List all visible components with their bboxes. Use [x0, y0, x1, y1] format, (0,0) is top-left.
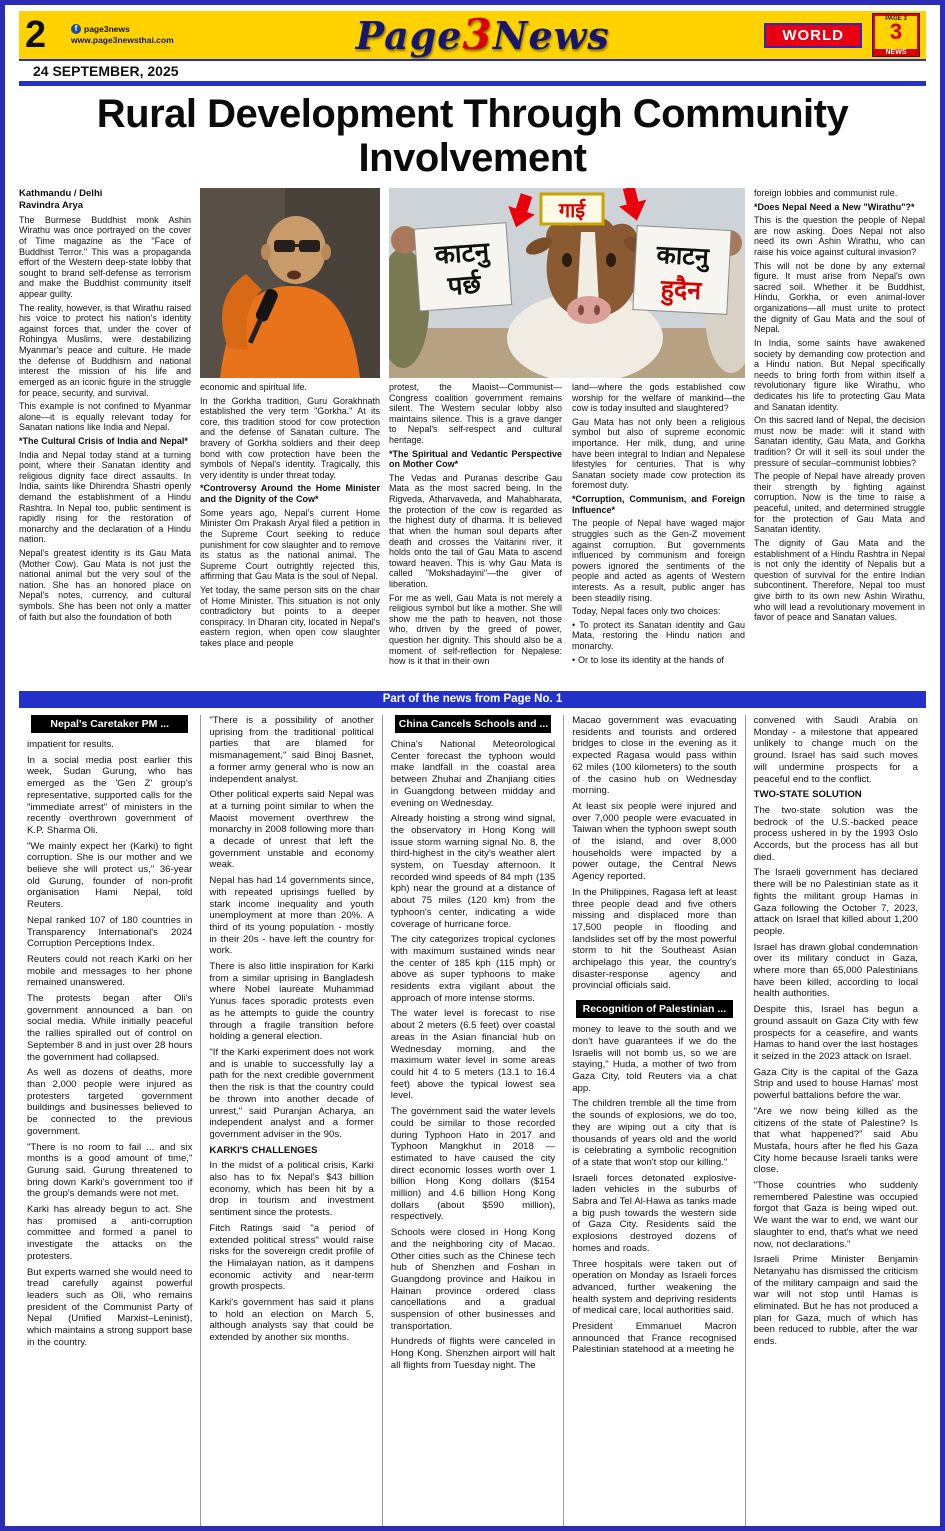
main-columns-3-4 — [389, 188, 745, 688]
paragraph: There is also little inspiration for Karki from a similar uprising in Bangladesh where Nobel laureate Muhammad Yunus faces sporadic protests even as he attempts to guide the country through a fragile transition before holding a general election. — [209, 961, 374, 1043]
paragraph: In the Philippines, Ragasa left at least three people dead and five others missing and displaced more than 17,500 people in flooding and landslides set off by the most powerful storm to hit the Southeast Asian archipelago this year, the country's disaster-response agency and provincial officials said. — [572, 886, 737, 992]
paragraph: "We mainly expect her (Karki) to fight corruption. She is our mother and we believe she will protect us," 36-year old Gurung, founder of non-profit organisation Hami Nepal, told Reuters. — [27, 840, 193, 911]
article-header-palestine: Recognition of Palestinian ... — [576, 1000, 732, 1018]
paragraph: foreign lobbies and communist rule. — [754, 188, 898, 198]
main-column-3-text — [389, 382, 562, 670]
page-number: 2 — [25, 14, 47, 56]
paragraph: The government said the water levels could be similar to those recorded during Typhoon Hato in 2017 and Typhoon Mangkhut in 2018 — estimated to have caused the city direct economic losses worth over 1 billion Hong Kong dollars ($154 million) and 4.6 billion Hong Kong dollars (about $590 million), respectively. — [390, 1106, 556, 1223]
svg-text:गाई: गाई — [558, 200, 586, 222]
paragraph: The people of Nepal have waged major struggles such as the Gen-Z movement against corruption. But governments influenced by communism and foreign powers ignored the sentiments of the people and acted as agents of Western interests. As a result, public anger has been steadily rising. — [572, 518, 745, 603]
paragraph: Karki has already begun to act. She has promised a anti-corruption committee and formed a panel to investigate the attacks on the protesters. — [27, 1204, 193, 1262]
paragraph: KARKI'S CHALLENGES — [209, 1144, 318, 1156]
main-column-4-text — [572, 382, 745, 670]
china-article-col1 — [391, 739, 555, 1372]
svg-text:हुदैन: हुदैन — [660, 274, 702, 306]
paragraph: TWO-STATE SOLUTION — [753, 789, 862, 801]
paragraph: "Those countries who suddenly remembered Palestine was occupied forgot that Gaza is being wiped out. We want the war to end, we want our slaughter to end, that's what we need now, not declarations." — [753, 1180, 918, 1250]
svg-text:काटनु: काटनु — [433, 236, 491, 270]
paragraph: "If the Karki experiment does not work and is unable to successfully lay a path for the next credible government then the risk is that the country could be thrown into another decade of unrest," said Puranjan Acharya, an independent analyst and a former government adviser in the 90s. — [209, 1046, 374, 1140]
paragraph: This example is not confined to Myanmar alone—it is equally relevant today for Sanatan nations like India and Nepal. — [19, 401, 191, 433]
palestine-article-col2 — [754, 715, 918, 1348]
paragraph: The Vedas and Puranas describe Gau Mata as the most sacred being. In the Rigveda, Atharvaveda, and Mahabharata, the protection of the cow is regarded as the highest duty of dharma. It is believed that when the human soul departs after death and crosses the Vaitarini river, it holds onto the tail of Gau Mata to ascend toward heaven. This is why Gau Mata is called "Mokshadayini"—the giver of liberation. — [389, 472, 562, 589]
nepal-article-col1 — [27, 739, 192, 1348]
paragraph: Gau Mata has not only been a religious symbol but also of supreme economic importance. Her milk, dung, and urine have been integral to Indian and Nepalese lifestyles for centuries. That is why Sanatan society made cow protection its foremost duty. — [572, 416, 745, 491]
paragraph: Macao government was evacuating residents and tourists and ordered bridges to close in the evening as it expected Ragasa would pass within 62 miles (100 kilometers) to the south of the casino hub on Wednesday morning. — [572, 715, 737, 797]
paragraph: The reality, however, is that Wirathu raised his voice to protect his nation's identity against forces that, under the cover of Rohingya Muslims, were destabilizing Myanmar's peace and culture. He made the defense of Buddhism and national interest the mission of his life and emerged as an iconic figure in the struggle for peace, security, and survival. — [19, 302, 191, 398]
paragraph: On this sacred land of Nepal, the decision must now be made: will it stand with Sanatan identity, Gau Mata, and Gorkha tradition? Or will it sell its soul under the pressure of secular–communist lobbies? — [754, 415, 925, 468]
paragraph: The dignity of Gau Mata and the establishment of a Hindu Rashtra in Nepal is not only the identity of Nepalis but a question of survival for the entire Indian subcontinent. Therefore, Nepal too must give birth to its own new Ashin Wirathu, who will lead a revolutionary movement in favor of peace and Sanatan values. — [754, 537, 925, 623]
paragraph: But experts warned she would need to tread carefully against powerful leaders such as Oli, who remains president of the Communist Party of Nepal (Unified Marxist–Leninist), which maintains a strong support base in the country. — [27, 1266, 193, 1348]
paragraph: At least six people were injured and over 7,000 people were evacuated in Taiwan when the typhoon swept south of the island, and over 8,000 households were impacted by a power outage, the Central News Agency reported. — [572, 800, 737, 883]
social-handle: page3news — [84, 23, 130, 34]
page3-logo — [872, 13, 920, 57]
paragraph: Reuters could not reach Karki on her mobile and messages to her phone remained unanswered. — [27, 953, 193, 989]
paragraph: Other political experts said Nepal was at a turning point similar to when the Maoist movement overthrew the monarchy in 2008 following more than a decade of unrest that left the government unstable and economy weak. — [209, 789, 374, 871]
bottom-column-2 — [200, 715, 381, 1531]
main-column-1 — [19, 188, 191, 688]
main-column-2 — [200, 188, 380, 688]
logo-digit: 3 — [889, 19, 903, 44]
paragraph: • To protect its Sanatan identity and Gau Mata, restoring the Hindu nation and monarchy. — [572, 619, 745, 652]
issue-date: 24 SEPTEMBER, 2025 — [33, 63, 179, 79]
paragraph: In the Gorkha tradition, Guru Gorakhnath established the very term "Gorkha." At its core, this tradition stood for cow protection and the defense of Sanatan culture. The bravery of Gorkha soldiers and their deep bond with cow protection have been the symbols of Nepal's identity. Tragically, this very identity is under threat today. — [200, 395, 380, 480]
paragraph: Three hospitals were taken out of operation on Monday as Israeli forces advanced, further weakening the health system and depriving residents of medical care, local authorities said. — [572, 1258, 737, 1317]
bottom-column-5 — [745, 715, 926, 1531]
paragraph: Karki's government has said it plans to hold an election on March 5, although analysts say that could be extended by another six months. — [209, 1297, 374, 1344]
svg-text:पर्छ: पर्छ — [446, 268, 482, 301]
paragraph: The Burmese Buddhist monk Ashin Wirathu was once portrayed on the cover of Time magazine as the "Face of Buddhist Terror." This was a propaganda effort of the Western deep-state lobby that sought to brand self-defense as terrorism and make the Buddhist community itself appear guilty. — [19, 214, 191, 300]
paragraph: The children tremble all the time from the sounds of explosions, we do too, they are wiping out a city that is thousands of years old and the world is celebrating a symbolic recognition of a state that won't stop our killing." — [572, 1098, 737, 1168]
article-header-china: China Cancels Schools and ... — [395, 715, 551, 733]
bottom-column-3 — [382, 715, 563, 1531]
paragraph: As well as dozens of deaths, more than 2,000 people were injured as protesters targeted government buildings and businesses believed to be connected to the previous government. — [27, 1067, 193, 1137]
paragraph: Israel has drawn global condemnation over its military conduct in Gaza, where more than 65,000 Palestinians have been killed, according to local health authorities. — [753, 941, 918, 1000]
main-column-2-text — [200, 382, 380, 649]
paragraph: Yet today, the same person sits on the chair of Home Minister. This situation is not only contradictory but points to a deeper conspiracy. In Dharan city, located in Nepal's eastern region, when open cow slaughter takes place and people — [200, 584, 380, 649]
paragraph: In a social media post earlier this week, Sudan Gurung, who has emerged as the 'Gen Z' group's representative, supported calls for the "immediate arrest" of ministers in the recently overthrown government of K.P. Sharma Oli. — [27, 754, 193, 836]
paragraph: "Are we now being killed as the citizens of the state of Palestine? Is that what happened?" said Abu Mustafa, hours after he fled his Gaza City home because Israeli tanks were close. — [753, 1105, 918, 1176]
palestine-article-col1 — [572, 1024, 736, 1356]
paragraph: land—where the gods established cow worship for the welfare of mankind—the cow is today insulted and slaughtered? — [572, 382, 745, 414]
paragraph: Today, Nepal faces only two choices: — [572, 606, 721, 617]
logo-news-ribbon: NEWS — [873, 49, 919, 56]
masthead-word1: Page — [355, 13, 463, 58]
paragraph: "There is no room to fail ... and six months is a good amount of time," Gurung said. Gurung threatened to bring down Karki's government too if the group's demands were not met. — [27, 1141, 193, 1200]
paragraph: In India, some saints have awakened society by demanding cow protection and a Hindu nation. But Nepal specifically needs to bring forth from within itself a revolutionary figure like Wirathu, who dedicates his life to protecting Gau Mata and Sanatan identity. — [754, 337, 925, 412]
main-headline: Rural Development Through Community Involvement — [96, 92, 849, 180]
paragraph: Nepal has had 14 governments since, with repeated uprisings fuelled by stark income inequality and youth unemployment at more than 20%. A third of its young population - mostly in their 20s - have left the country for work. — [209, 875, 374, 957]
masthead-word2: News — [492, 13, 610, 58]
main-column-1-text — [19, 215, 191, 623]
paragraph: *The Spiritual and Vedantic Perspective on Mother Cow* — [389, 448, 562, 470]
paragraph: money to leave to the south and we don't have guarantees if we do the Israelis will not bomb us, so we are staying," Huda, a mother of two from Gaza City, told Reuters via a chat app. — [572, 1024, 737, 1094]
byline: Ravindra Arya — [19, 199, 84, 211]
paragraph: President Emmanuel Macron announced that France recognised Palestinian statehood at a meeting he — [572, 1321, 737, 1356]
paragraph: *Does Nepal Need a New "Wirathu"?* — [754, 201, 915, 212]
social-block — [71, 24, 201, 46]
page-reference-bar: Part of the news from Page No. 1 — [19, 691, 926, 708]
svg-text:काटनु: काटनु — [655, 240, 710, 272]
paragraph: The city categorizes tropical cyclones with maximum sustained winds near the center of 185 kph (115 mph) or above as super typhoons to make residents extra vigilant about the approach of more intense storms. — [390, 934, 556, 1004]
paragraph: The water level is forecast to rise about 2 meters (6.5 feet) over coastal areas in the Asian financial hub on Wednesday morning, and the maximum water level in some areas could hit 4 to 5 meters (13.1 to 16.4 feet) above the typical lowest sea level. — [390, 1008, 556, 1102]
monk-photo — [200, 188, 380, 378]
bottom-section — [19, 715, 926, 1531]
paragraph: Hundreds of flights were canceled in Hong Kong. Shenzhen airport will halt all flights from Tuesday night. The — [390, 1336, 556, 1371]
dateline: Kathmandu / Delhi — [19, 188, 103, 199]
main-column-5-text — [754, 188, 925, 688]
paragraph: Fitch Ratings said "a period of extended political stress" would raise risks for the sovereign credit profile of the Himalayan nation, as it dampens economic activity and near-term growth prospects. — [209, 1222, 374, 1293]
paragraph: Nepal ranked 107 of 180 countries in Transparency International's 2024 Corruption Perceptions Index. — [27, 914, 193, 950]
paragraph: Some years ago, Nepal's current Home Minister Om Prakash Aryal filed a petition in the Supreme Court seeking to reduce punishment for cow slaughter and to remove its status as the national animal. The Supreme Court outrightly rejected this, affirming that Gau Mata is the soul of Nepal. — [200, 507, 380, 582]
main-article — [19, 188, 926, 688]
bottom-column-4 — [563, 715, 744, 1531]
china-article-col2 — [572, 715, 736, 992]
paragraph: impatient for results. — [27, 739, 114, 750]
paragraph: Schools were closed in Hong Kong and the neighboring city of Macao. Other cities such as the Chinese tech hub of Shenzhen and Foshan in Guangdong province and Haikou in Hainan province ordered class cancellations and a gradual suspension of other businesses and transportation. — [390, 1227, 556, 1332]
masthead — [201, 10, 764, 59]
paragraph: Gaza City is the capital of the Gaza Strip and used to house Hamas' most powerful battalions before the war. — [753, 1066, 918, 1102]
paragraph: This will not be done by any external figure. It must arise from Nepal's own sacred soil. Whether it be Buddhist, Hindu, Gorkha, or even animal-lover organizations—all must unite to protect the dignity of Gau Mata and the soul of Nepal. — [754, 260, 925, 335]
cow-protest-photo — [389, 188, 745, 378]
website-link[interactable]: www.page3newsthai.com — [71, 35, 174, 45]
nepal-article-col2 — [209, 715, 373, 1344]
bottom-column-1 — [19, 715, 200, 1531]
header-band — [19, 11, 926, 59]
paragraph: Already hoisting a strong wind signal, the observatory in Hong Kong will issue storm warning signal No. 8, the third-highest in the city's weather alert system, on Tuesday afternoon. It recorded wind speeds of 84 mph (135 kph) near the ground at a distance of about 75 miles (120 km) from the typhoon's center, indicating a wide coverage of hurricane force. — [390, 813, 556, 930]
paragraph: protest, the Maoist—Communist—Congress coalition government remains silent. The Western secular lobby also maintains silence. This is a grave danger to Nepal's self-respect and cultural heritage. — [389, 382, 562, 446]
paragraph: Despite this, Israel has begun a ground assault on Gaza City with few prospects for a ceasefire, and wants Hamas to hand over the last hostages it seized in the 2023 attack on Israel. — [753, 1004, 918, 1062]
paragraph: • Or to lose its identity at the hands of — [572, 654, 724, 665]
paragraph: The protests began after Oli's government announced a ban on social media. While initially peaceful the rallies spiralled out of control on September 8 and in just over 28 hours the government had collapsed. — [27, 993, 193, 1063]
divider-rule-thick — [19, 81, 926, 86]
paragraph: China's National Meteorological Center forecast the typhoon would make landfall in the coastal area between Zhuhai and Zhanjiang cities in Guangdong between midday and evening on Wednesday. — [390, 739, 556, 809]
paragraph: The Israeli government has declared there will be no Palestinian state as it fights the militant group Hamas in Gaza following the October 7, 2023, attack on Israel that killed about 1,200 people. — [753, 867, 918, 937]
masthead-digit: 3 — [462, 10, 493, 59]
article-header-nepal: Nepal's Caretaker PM ... — [31, 715, 188, 733]
paragraph: *Controversy Around the Home Minister and the Dignity of the Cow* — [200, 483, 380, 505]
paragraph: *Corruption, Communism, and Foreign Influence* — [572, 494, 745, 515]
paragraph: "There is a possibility of another uprising from the traditional political parties that are blamed for mismanagement," said Binoj Basnet, a former army general who is now an independent analyst. — [209, 715, 374, 785]
paragraph: In the midst of a political crisis, Karki also has to fix Nepal's $43 billion economy, which has been hit by a drop in tourism and investment sentiment since the protests. — [209, 1160, 374, 1219]
section-label: WORLD — [764, 23, 862, 48]
paragraph: India and Nepal today stand at a turning point, where their Sanatan identity and religious dignity face direct assaults. In India, saints like Dhirendra Shastri openly demand the establishment of a Hindu Rashtra. In Nepal too, public sentiment is rapidly rising for the restoration of monarchy and the declaration of a Hindu nation. — [19, 449, 191, 545]
paragraph: *The Cultural Crisis of India and Nepal* — [19, 435, 188, 446]
paragraph: For me as well, Gau Mata is not merely a religious symbol but like a mother. She will show me the path to heaven, not those who, driven by the greed of power, question her dignity. This should also be a moment of self-reflection for Nepalese: how is it that in their own — [389, 592, 562, 667]
paragraph: economic and spiritual life. — [200, 382, 307, 392]
paragraph: Nepal's greatest identity is its Gau Mata (Mother Cow). Gau Mata is not just the national animal but the very soul of the nation. She has an honored place on Nepal's notes, currency, and cultural symbols. She has been not only a matter of faith but also the foundation of both — [19, 548, 191, 622]
paragraph: convened with Saudi Arabia on Monday - a milestone that appeared unlikely to change much on the ground. Israel has said such moves will undermine prospects for a peaceful end to the conflict. — [753, 715, 918, 785]
paragraph: The people of Nepal have already proven their strength by fighting against corruption. Now is the time to raise a peaceful, united, and determined struggle for the protection of Gau Mata and Sanatan identity. — [754, 471, 925, 535]
paragraph: This is the question the people of Nepal are now asking. Does Nepal not also need its own Ashin Wirathu, who can raise his voice against cultural invasion? — [754, 215, 925, 258]
facebook-icon: f — [71, 24, 81, 34]
paragraph: Israeli forces detonated explosive-laden vehicles in the suburbs of Sabra and Tel Al-Hawa as tanks made a big push towards the western side of Gaza City. Residents said the explosions destroyed dozens of homes and roads. — [572, 1172, 737, 1254]
logo-top-text: PAGE 3 — [885, 16, 907, 22]
paragraph: The two-state solution was the bedrock of the U.S.-backed peace process ushered in by the 1993 Oslo Accords, but the process has all but died. — [753, 804, 918, 863]
paragraph: Israeli Prime Minister Benjamin Netanyahu has dismissed the criticism of the military campaign and said the war will not stop until Hamas is eliminated. But he has not produced a plan for Gaza, much of which has been reduced to rubble, after the war ends. — [753, 1254, 918, 1348]
